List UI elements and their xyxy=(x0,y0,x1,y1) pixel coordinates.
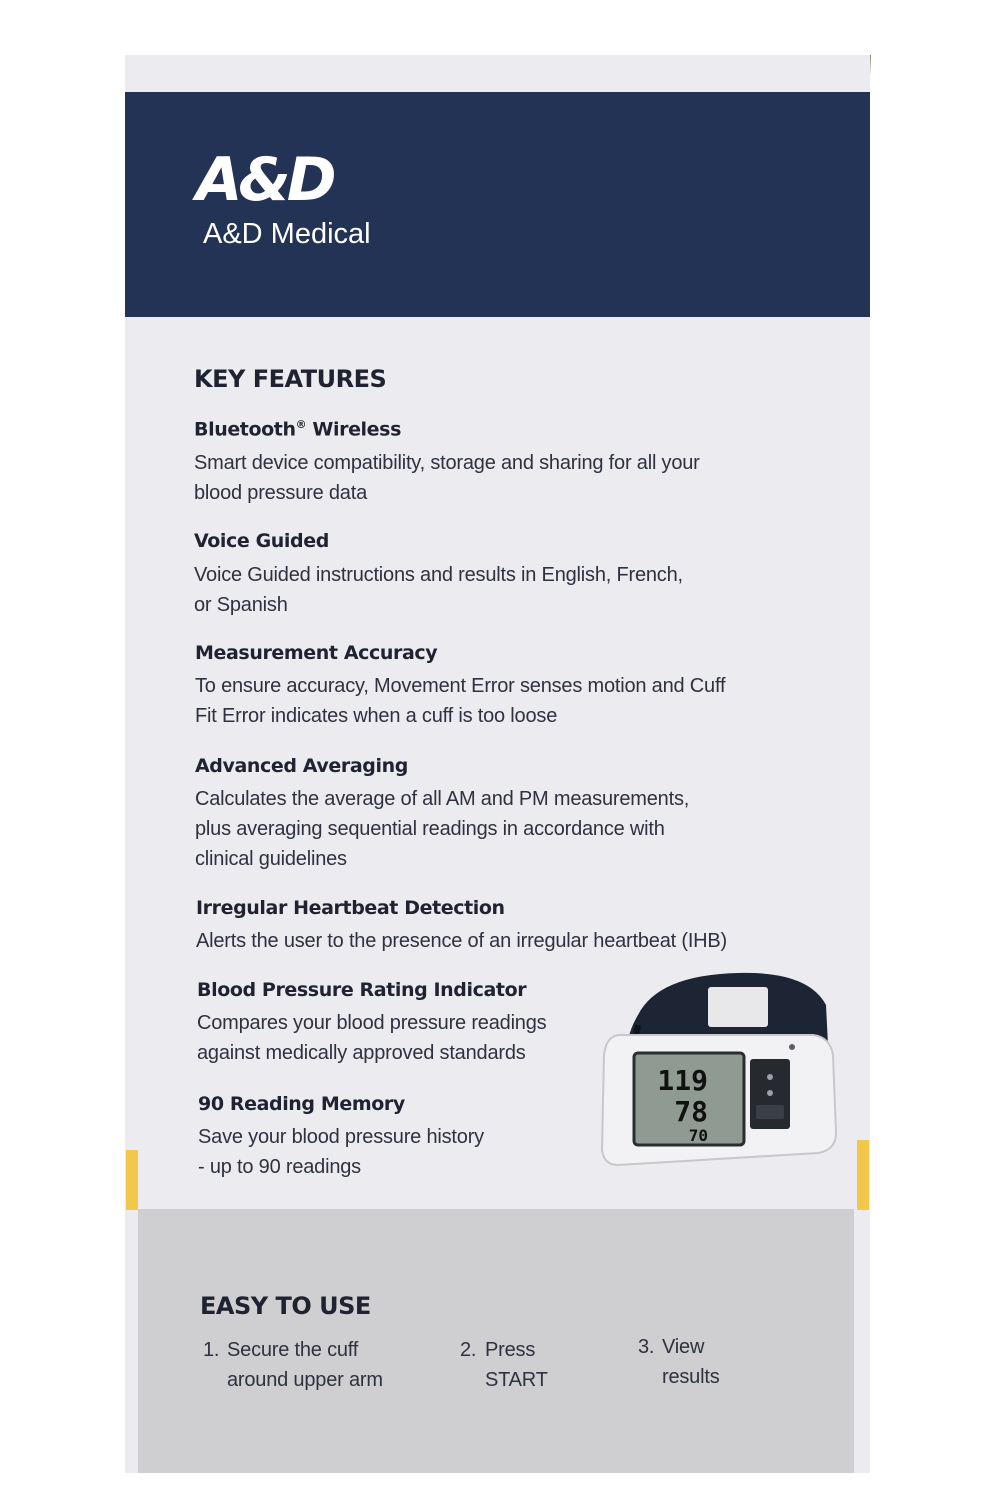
feature-body-averaging: Calculates the average of all AM and PM measurements, plus averaging sequential readings in accordance with clinical guidelines xyxy=(195,788,690,870)
feature-title-rating: Blood Pressure Rating Indicator xyxy=(197,979,527,1001)
accent-stripe-right xyxy=(857,1140,869,1210)
pulse-reading: 70 xyxy=(688,1126,708,1145)
brand-name: A&D Medical xyxy=(203,218,371,250)
feature-title-accuracy: Measurement Accuracy xyxy=(195,642,438,664)
bluetooth-icon xyxy=(789,1044,795,1050)
feature-body-rating: Compares your blood pressure readings against medically approved standards xyxy=(197,1012,547,1064)
key-features-heading: KEY FEATURES xyxy=(194,365,387,393)
button-icon xyxy=(767,1090,773,1096)
step-3-text: View results xyxy=(662,1336,720,1388)
feature-body-ihb: Alerts the user to the presence of an irregular heartbeat (IHB) xyxy=(196,930,728,952)
brand-logo-mark: A&D xyxy=(196,145,333,215)
diastolic-reading: 78 xyxy=(674,1095,708,1128)
feature-body-memory: Save your blood pressure history - up to 90 readings xyxy=(198,1126,484,1178)
feature-body-voice: Voice Guided instructions and results in English, French, or Spanish xyxy=(194,564,683,616)
feature-title-averaging: Advanced Averaging xyxy=(195,755,408,777)
feature-title-ihb: Irregular Heartbeat Detection xyxy=(196,897,505,919)
feature-body-accuracy: To ensure accuracy, Movement Error senses motion and Cuff Fit Error indicates when a cuff is too loose xyxy=(195,675,726,727)
step-3-number: 3. xyxy=(638,1336,655,1358)
step-1-number: 1. xyxy=(203,1339,220,1361)
accent-stripe-left xyxy=(126,1150,138,1210)
cuff-label xyxy=(708,987,768,1027)
start-button xyxy=(756,1105,784,1119)
feature-title-voice: Voice Guided xyxy=(194,530,329,552)
button-icon xyxy=(767,1074,773,1080)
feature-body-bluetooth: Smart device compatibility, storage and sharing for all your blood pressure data xyxy=(194,452,700,504)
step-1-text: Secure the cuff around upper arm xyxy=(227,1339,383,1391)
feature-title-bluetooth: Bluetooth® Wireless xyxy=(194,418,401,441)
step-2-text: Press START xyxy=(485,1339,548,1391)
step-2-number: 2. xyxy=(460,1339,477,1361)
blood-pressure-monitor-image xyxy=(598,965,838,1170)
feature-title-memory: 90 Reading Memory xyxy=(198,1093,405,1115)
easy-to-use-heading: EASY TO USE xyxy=(200,1292,371,1320)
systolic-reading: 119 xyxy=(657,1064,708,1097)
